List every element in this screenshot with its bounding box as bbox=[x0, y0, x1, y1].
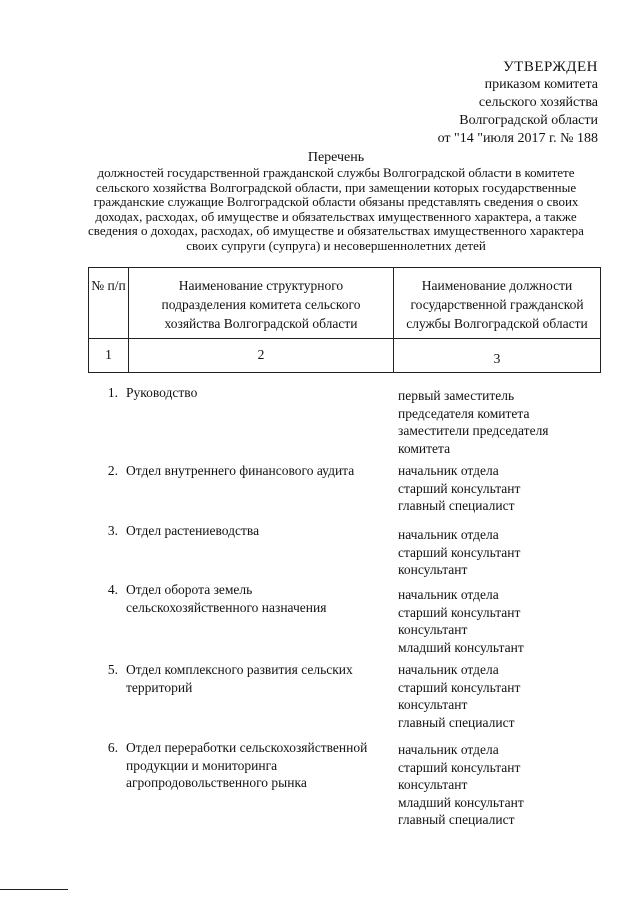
position: заместители председателя bbox=[398, 423, 549, 438]
position: консультант bbox=[398, 562, 468, 577]
table-header bbox=[88, 267, 601, 373]
position: главный специалист bbox=[398, 714, 515, 730]
row-number: 2. bbox=[107, 463, 118, 478]
row-department: Руководство bbox=[126, 385, 198, 400]
approval-line-2: сельского хозяйства bbox=[478, 95, 598, 110]
position: председателя комитета bbox=[398, 405, 530, 421]
table-col-divider-1 bbox=[128, 267, 129, 373]
header-pos: Наименование должности государственной гражданской службы Волгоградской области bbox=[406, 278, 588, 331]
table-left-border bbox=[88, 267, 89, 373]
position: начальник отдела bbox=[398, 587, 499, 602]
row-department: Отдел растениеводства bbox=[126, 523, 260, 538]
row-department: Отдел комплексного развития сельских территорий bbox=[126, 662, 353, 695]
position: консультант bbox=[398, 697, 468, 712]
position: главный специалист bbox=[398, 498, 515, 513]
table-bottom-border bbox=[88, 372, 601, 373]
document-heading bbox=[86, 150, 586, 253]
table-right-border bbox=[600, 267, 601, 373]
row-positions bbox=[398, 387, 598, 457]
position: начальник отдела bbox=[398, 527, 499, 542]
position: младший консультант bbox=[398, 639, 524, 655]
position: старший консультант bbox=[398, 679, 521, 695]
col-number-3: 3 bbox=[493, 351, 501, 366]
approval-stamp bbox=[438, 58, 598, 148]
row-positions bbox=[398, 462, 598, 515]
position: начальник отдела bbox=[398, 463, 499, 478]
position: старший консультант bbox=[398, 759, 521, 775]
document-title: Перечень bbox=[307, 150, 365, 165]
row-positions bbox=[398, 661, 598, 731]
row-positions bbox=[398, 586, 598, 656]
footnote-divider bbox=[0, 889, 68, 890]
position: начальник отдела bbox=[398, 662, 499, 677]
approval-line-1: приказом комитета bbox=[484, 77, 598, 92]
position: старший консультант bbox=[398, 604, 521, 620]
position: главный специалист bbox=[398, 812, 515, 827]
table-col-divider-2 bbox=[393, 267, 394, 373]
position: консультант bbox=[398, 622, 468, 637]
row-positions bbox=[398, 741, 598, 829]
approval-title: УТВЕРЖДЕН bbox=[503, 59, 598, 75]
header-dept: Наименование структурного подразделения комитета сельского хозяйства Волгоградской области bbox=[161, 278, 361, 331]
position: начальник отдела bbox=[398, 742, 499, 757]
row-number: 6. bbox=[107, 740, 118, 755]
row-number: 3. bbox=[107, 523, 118, 538]
document-subtitle: должностей государственной гражданской службы Волгоградской области в комитете сельского хозяйства Волгоградской области, при замещении которых государственные гражданские служащие Волгоградской области обязаны представлять сведения о своих доходах, расходах, об имуществе и обязательствах имущественного характера, а также сведения о доходах, расходах, об имуществе и обязательствах имущественного характера своих супруги (супруга) и несовершеннолетних детей bbox=[88, 165, 584, 253]
position: старший консультант bbox=[398, 544, 521, 560]
table-header-divider bbox=[88, 338, 601, 339]
header-num: № п/п bbox=[91, 278, 126, 293]
col-number-1: 1 bbox=[105, 347, 112, 362]
row-department: Отдел внутреннего финансового аудита bbox=[126, 463, 355, 478]
row-number: 4. bbox=[107, 582, 118, 597]
position: младший консультант bbox=[398, 794, 524, 810]
approval-line-4: от "14 "июля 2017 г. № 188 bbox=[437, 131, 598, 146]
position: первый заместитель bbox=[398, 388, 515, 403]
row-number: 5. bbox=[107, 662, 118, 677]
position: консультант bbox=[398, 777, 468, 792]
row-department: Отдел переработки сельскохозяйственной продукции и мониторинга агропродовольственного рынка bbox=[126, 740, 368, 790]
row-department: Отдел оборота земель сельскохозяйственного назначения bbox=[126, 582, 327, 615]
table-top-border bbox=[88, 267, 601, 268]
approval-line-3: Волгоградской области bbox=[459, 113, 598, 128]
col-number-2: 2 bbox=[257, 347, 265, 362]
row-number: 1. bbox=[107, 385, 118, 400]
position: старший консультант bbox=[398, 480, 521, 496]
position: комитета bbox=[398, 440, 451, 456]
row-positions bbox=[398, 526, 598, 579]
